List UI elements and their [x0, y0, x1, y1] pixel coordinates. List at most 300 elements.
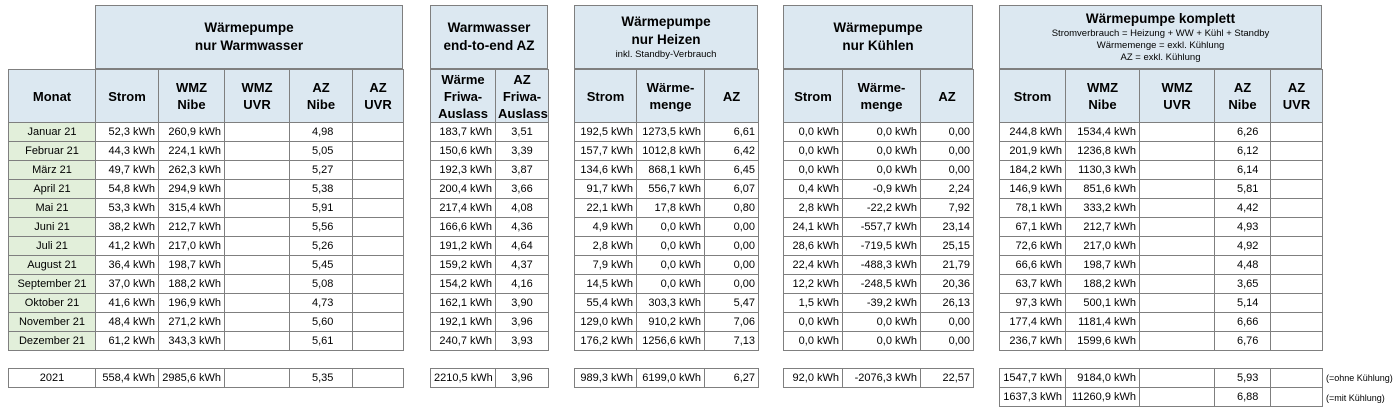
col-header-line: Nibe — [1088, 97, 1117, 112]
table-cell — [225, 237, 290, 256]
header-wwe — [430, 5, 548, 69]
col-header — [353, 70, 404, 123]
table-cell: 1599,6 kWh — [1066, 332, 1140, 351]
header-full-sub2: Wärmemenge = exkl. Kühlung — [1096, 40, 1225, 51]
table-cell: 0,4 kWh — [784, 180, 843, 199]
table-cell — [353, 123, 404, 142]
table-cell — [1271, 180, 1323, 199]
month-cell: Mai 21 — [9, 199, 96, 218]
header-cool-title2: nur Kühlen — [842, 38, 914, 53]
col-header — [1000, 70, 1066, 123]
table-cell: 4,16 — [496, 275, 549, 294]
col-header — [225, 70, 290, 123]
header-ww — [95, 5, 403, 69]
table-cell: 188,2 kWh — [159, 275, 225, 294]
table-cell: 262,3 kWh — [159, 161, 225, 180]
table-cell: 44,3 kWh — [96, 142, 159, 161]
table-ww — [8, 69, 404, 351]
table-cell: 4,48 — [1215, 256, 1271, 275]
table-cell: 0,0 kWh — [843, 161, 921, 180]
table-cell — [1140, 237, 1215, 256]
table-cell: 3,39 — [496, 142, 549, 161]
table-cell: 4,9 kWh — [575, 218, 637, 237]
totals-heat — [574, 368, 759, 388]
table-cell: 4,92 — [1215, 237, 1271, 256]
total-cell: 5,93 — [1215, 369, 1271, 388]
col-header-line: Friwa- — [502, 88, 542, 104]
table-cell: 63,7 kWh — [1000, 275, 1066, 294]
table-cell — [1140, 332, 1215, 351]
table-cell: 1,5 kWh — [784, 294, 843, 313]
table-cell: -248,5 kWh — [843, 275, 921, 294]
table-cell: 1256,6 kWh — [637, 332, 705, 351]
header-heat — [574, 5, 758, 69]
table-cell: 28,6 kWh — [784, 237, 843, 256]
table-cell: 3,65 — [1215, 275, 1271, 294]
table-cell: 7,06 — [705, 313, 759, 332]
table-cell: 0,0 kWh — [843, 332, 921, 351]
col-header — [290, 70, 353, 123]
col-header-line: UVR — [364, 97, 392, 112]
table-cell: 54,8 kWh — [96, 180, 159, 199]
table-cell — [353, 161, 404, 180]
table-cell: 41,6 kWh — [96, 294, 159, 313]
table-cell: 0,00 — [705, 218, 759, 237]
col-header-line: Auslass — [438, 105, 488, 121]
table-cell — [225, 294, 290, 313]
table-cell: 5,38 — [290, 180, 353, 199]
table-cell: 150,6 kWh — [431, 142, 496, 161]
table-cell: -719,5 kWh — [843, 237, 921, 256]
table-cell: 315,4 kWh — [159, 199, 225, 218]
table-cell: 24,1 kWh — [784, 218, 843, 237]
table-cell: 17,8 kWh — [637, 199, 705, 218]
table-cell — [353, 313, 404, 332]
table-cell — [1140, 123, 1215, 142]
table-cell — [1271, 294, 1323, 313]
col-header-line: Strom — [794, 88, 832, 104]
col-header — [496, 70, 549, 123]
table-cell: 3,51 — [496, 123, 549, 142]
table-cell: 5,27 — [290, 161, 353, 180]
table-cell: 200,4 kWh — [431, 180, 496, 199]
table-cell: 212,7 kWh — [159, 218, 225, 237]
table-cell: 5,14 — [1215, 294, 1271, 313]
col-header — [575, 70, 637, 123]
total-cell — [225, 369, 290, 388]
table-cell: 0,0 kWh — [784, 123, 843, 142]
table-cell: 910,2 kWh — [637, 313, 705, 332]
table-cell: 20,36 — [921, 275, 974, 294]
month-cell: März 21 — [9, 161, 96, 180]
header-wwe-title: Warmwasser — [447, 20, 531, 35]
table-cell — [1271, 256, 1323, 275]
table-cell: 303,3 kWh — [637, 294, 705, 313]
table-cell — [1140, 142, 1215, 161]
year-label: 2021 — [9, 369, 96, 388]
col-header-line: AZ — [513, 71, 531, 87]
table-cell — [225, 332, 290, 351]
table-cell: -22,2 kWh — [843, 199, 921, 218]
month-cell: Oktober 21 — [9, 294, 96, 313]
table-cell: 294,9 kWh — [159, 180, 225, 199]
table-cell: 188,2 kWh — [1066, 275, 1140, 294]
table-cell: 0,00 — [921, 123, 974, 142]
month-cell: Februar 21 — [9, 142, 96, 161]
table-cell: 500,1 kWh — [1066, 294, 1140, 313]
table-cell: 12,2 kWh — [784, 275, 843, 294]
month-cell: April 21 — [9, 180, 96, 199]
table-cell: 2,24 — [921, 180, 974, 199]
table-cell: 5,05 — [290, 142, 353, 161]
note-mit-kuehlung: (=mit Kühlung) — [1326, 393, 1385, 403]
table-cell: 0,00 — [921, 142, 974, 161]
table-cell — [225, 180, 290, 199]
table-cell: 1236,8 kWh — [1066, 142, 1140, 161]
table-cell: 6,66 — [1215, 313, 1271, 332]
table-cell: 4,08 — [496, 199, 549, 218]
col-header-line: WMZ — [241, 80, 273, 95]
table-cell: 55,4 kWh — [575, 294, 637, 313]
table-cell: 52,3 kWh — [96, 123, 159, 142]
table-cell: 192,5 kWh — [575, 123, 637, 142]
table-cell — [225, 218, 290, 237]
table-cell: 201,9 kWh — [1000, 142, 1066, 161]
table-cell: 240,7 kWh — [431, 332, 496, 351]
table-cell: 0,00 — [705, 237, 759, 256]
table-cell: 217,4 kWh — [431, 199, 496, 218]
table-cell: 5,61 — [290, 332, 353, 351]
total-cell — [1271, 388, 1323, 407]
table-cell — [1140, 199, 1215, 218]
table-cell: 217,0 kWh — [1066, 237, 1140, 256]
col-header-line: Nibe — [177, 97, 206, 112]
table-cell: -39,2 kWh — [843, 294, 921, 313]
col-header-line: UVR — [1163, 97, 1191, 112]
table-cell — [225, 275, 290, 294]
table-cell: 5,08 — [290, 275, 353, 294]
col-header — [921, 70, 974, 123]
table-cell: 0,0 kWh — [784, 332, 843, 351]
table-cell — [1140, 294, 1215, 313]
note-ohne-kuehlung: (=ohne Kühlung) — [1326, 373, 1393, 383]
table-cell: 1534,4 kWh — [1066, 123, 1140, 142]
table-cell — [1140, 180, 1215, 199]
col-header-line: Wärme — [441, 71, 485, 87]
table-cell: 5,60 — [290, 313, 353, 332]
table-cell: 23,14 — [921, 218, 974, 237]
table-cell: 851,6 kWh — [1066, 180, 1140, 199]
table-full — [999, 69, 1323, 351]
table-cell: 4,37 — [496, 256, 549, 275]
table-cell: 1181,4 kWh — [1066, 313, 1140, 332]
table-cell: 7,13 — [705, 332, 759, 351]
table-cell — [1271, 161, 1323, 180]
table-cell — [353, 332, 404, 351]
total-cell: 2210,5 kWh — [431, 369, 496, 388]
table-cell: 4,42 — [1215, 199, 1271, 218]
table-cell: 97,3 kWh — [1000, 294, 1066, 313]
total-cell — [1140, 369, 1215, 388]
total-cell: 2985,6 kWh — [159, 369, 225, 388]
col-header — [1140, 70, 1215, 123]
total-cell: 9184,0 kWh — [1066, 369, 1140, 388]
total-cell: 5,35 — [290, 369, 353, 388]
table-cell: 41,2 kWh — [96, 237, 159, 256]
table-cell: 6,61 — [705, 123, 759, 142]
table-cell: -488,3 kWh — [843, 256, 921, 275]
table-cell: 146,9 kWh — [1000, 180, 1066, 199]
col-header-line: AZ — [938, 88, 956, 104]
table-cell — [225, 313, 290, 332]
col-header-line: WMZ — [1086, 80, 1119, 95]
table-cell — [1271, 123, 1323, 142]
table-cell: 0,0 kWh — [784, 161, 843, 180]
table-cell: 556,7 kWh — [637, 180, 705, 199]
table-cell: 4,64 — [496, 237, 549, 256]
col-header-line: AZ — [312, 80, 330, 95]
col-header-line: UVR — [243, 97, 271, 112]
table-cell: 0,80 — [705, 199, 759, 218]
table-cell — [353, 256, 404, 275]
table-cell: 14,5 kWh — [575, 275, 637, 294]
col-header — [705, 70, 759, 123]
table-cell: 224,1 kWh — [159, 142, 225, 161]
table-cell: 3,96 — [496, 313, 549, 332]
header-full-title: Wärmepumpe komplett — [1085, 11, 1236, 26]
table-cell: 236,7 kWh — [1000, 332, 1066, 351]
col-header-line: Strom — [586, 88, 625, 104]
table-cell — [353, 294, 404, 313]
table-cell — [1271, 142, 1323, 161]
table-cell: 4,73 — [290, 294, 353, 313]
table-cell: 0,0 kWh — [784, 313, 843, 332]
table-cell: 4,93 — [1215, 218, 1271, 237]
table-cell: 0,0 kWh — [843, 123, 921, 142]
totals-wwe — [430, 368, 549, 388]
col-header-line: menge — [649, 97, 692, 112]
table-cell: 3,87 — [496, 161, 549, 180]
col-header-line: AZ — [1287, 80, 1306, 95]
table-cell — [1140, 313, 1215, 332]
total-cell: 558,4 kWh — [96, 369, 159, 388]
table-cell: 53,3 kWh — [96, 199, 159, 218]
total-cell — [1140, 388, 1215, 407]
total-cell — [353, 369, 404, 388]
table-cell: 2,8 kWh — [784, 199, 843, 218]
table-cell: 3,66 — [496, 180, 549, 199]
table-cell: 192,3 kWh — [431, 161, 496, 180]
table-cell: 61,2 kWh — [96, 332, 159, 351]
col-header-line: Auslass — [498, 105, 548, 121]
col-header-line: WMZ — [175, 80, 208, 95]
table-cell: 36,4 kWh — [96, 256, 159, 275]
table-cell: 0,00 — [921, 332, 974, 351]
table-cell: 2,8 kWh — [575, 237, 637, 256]
total-cell: 92,0 kWh — [784, 369, 843, 388]
header-full — [999, 5, 1322, 69]
table-cell: 6,12 — [1215, 142, 1271, 161]
table-cell — [1140, 256, 1215, 275]
col-header-line: AZ — [722, 88, 741, 104]
table-cell: 0,0 kWh — [843, 313, 921, 332]
table-cell — [1271, 275, 1323, 294]
table-cell: -557,7 kWh — [843, 218, 921, 237]
table-cool — [783, 69, 974, 351]
table-cell — [1271, 199, 1323, 218]
col-header-line: Wärme- — [857, 80, 906, 95]
month-cell: November 21 — [9, 313, 96, 332]
table-cell: 6,45 — [705, 161, 759, 180]
table-cell: 5,26 — [290, 237, 353, 256]
table-cell: 0,0 kWh — [637, 256, 705, 275]
month-cell: Januar 21 — [9, 123, 96, 142]
header-full-sub1: Stromverbrauch = Heizung + WW + Kühl + Standby — [1051, 28, 1270, 39]
table-cell: 5,56 — [290, 218, 353, 237]
table-cell: 49,7 kWh — [96, 161, 159, 180]
table-cell: 38,2 kWh — [96, 218, 159, 237]
total-cell: -2076,3 kWh — [843, 369, 921, 388]
col-header-line: UVR — [1282, 97, 1311, 112]
table-cell: 5,91 — [290, 199, 353, 218]
month-cell: Juni 21 — [9, 218, 96, 237]
total-cell: 1637,3 kWh — [1000, 388, 1066, 407]
table-cell: 48,4 kWh — [96, 313, 159, 332]
header-ww-title2: nur Warmwasser — [194, 38, 304, 53]
col-header-line: menge — [860, 97, 903, 112]
table-cell: 0,0 kWh — [637, 218, 705, 237]
table-cell: 0,00 — [921, 161, 974, 180]
table-cell: 191,2 kWh — [431, 237, 496, 256]
table-cell: 159,2 kWh — [431, 256, 496, 275]
month-cell: Dezember 21 — [9, 332, 96, 351]
table-cell: 198,7 kWh — [159, 256, 225, 275]
header-full-sub3: AZ = exkl. Kühlung — [1120, 52, 1201, 63]
header-cool — [783, 5, 973, 69]
header-heat-title2: nur Heizen — [631, 32, 701, 47]
header-ww-title: Wärmepumpe — [204, 20, 294, 35]
month-cell: Juli 21 — [9, 237, 96, 256]
table-cell: 67,1 kWh — [1000, 218, 1066, 237]
table-cell: 5,81 — [1215, 180, 1271, 199]
table-cell: 3,93 — [496, 332, 549, 351]
table-cell: 4,98 — [290, 123, 353, 142]
table-cell — [353, 180, 404, 199]
total-cell: 989,3 kWh — [575, 369, 637, 388]
col-header — [784, 70, 843, 123]
col-header-line: Nibe — [306, 97, 336, 112]
table-cell: 0,0 kWh — [637, 275, 705, 294]
table-cell: 5,45 — [290, 256, 353, 275]
table-cell — [225, 256, 290, 275]
table-cell: 6,42 — [705, 142, 759, 161]
col-header — [431, 70, 496, 123]
table-cell: 1130,3 kWh — [1066, 161, 1140, 180]
table-cell: 37,0 kWh — [96, 275, 159, 294]
col-header-line: Strom — [1013, 88, 1052, 104]
table-cell: 134,6 kWh — [575, 161, 637, 180]
table-cell: 162,1 kWh — [431, 294, 496, 313]
col-header — [637, 70, 705, 123]
table-cell — [225, 142, 290, 161]
table-cell: 6,14 — [1215, 161, 1271, 180]
table-cell: 6,76 — [1215, 332, 1271, 351]
table-cell: 5,47 — [705, 294, 759, 313]
table-cell: 22,1 kWh — [575, 199, 637, 218]
table-cell: 271,2 kWh — [159, 313, 225, 332]
table-cell: 66,6 kWh — [1000, 256, 1066, 275]
header-wwe-title2: end-to-end AZ — [443, 38, 535, 53]
total-cell: 11260,9 kWh — [1066, 388, 1140, 407]
table-cell — [1140, 218, 1215, 237]
col-header-line: AZ — [1233, 80, 1252, 95]
table-cell: 198,7 kWh — [1066, 256, 1140, 275]
table-cell — [353, 218, 404, 237]
table-cell: 129,0 kWh — [575, 313, 637, 332]
total-cell: 6,88 — [1215, 388, 1271, 407]
table-cell: 260,9 kWh — [159, 123, 225, 142]
table-wwe — [430, 69, 549, 351]
table-cell: -0,9 kWh — [843, 180, 921, 199]
totals-ww — [8, 368, 404, 388]
table-cell: 3,90 — [496, 294, 549, 313]
table-cell — [1271, 218, 1323, 237]
table-cell — [353, 275, 404, 294]
table-cell — [1271, 332, 1323, 351]
table-cell — [225, 161, 290, 180]
table-cell: 7,9 kWh — [575, 256, 637, 275]
table-cell: 78,1 kWh — [1000, 199, 1066, 218]
totals-full — [999, 368, 1323, 407]
table-cell: 91,7 kWh — [575, 180, 637, 199]
total-cell: 22,57 — [921, 369, 974, 388]
table-cell: 1273,5 kWh — [637, 123, 705, 142]
table-cell: 217,0 kWh — [159, 237, 225, 256]
table-cell: 192,1 kWh — [431, 313, 496, 332]
table-cell: 22,4 kWh — [784, 256, 843, 275]
table-cell: 183,7 kWh — [431, 123, 496, 142]
table-cell — [1271, 237, 1323, 256]
total-cell: 3,96 — [496, 369, 549, 388]
col-header-line: Wärme- — [646, 80, 695, 95]
total-cell — [1271, 369, 1323, 388]
table-cell — [225, 123, 290, 142]
table-cell: 166,6 kWh — [431, 218, 496, 237]
table-cell — [353, 142, 404, 161]
table-cell — [353, 237, 404, 256]
table-cell: 176,2 kWh — [575, 332, 637, 351]
table-cell: 0,00 — [705, 275, 759, 294]
table-cell: 6,07 — [705, 180, 759, 199]
table-cell — [1140, 275, 1215, 294]
header-cool-title: Wärmepumpe — [833, 20, 923, 35]
table-cell: 0,0 kWh — [784, 142, 843, 161]
table-cell: 184,2 kWh — [1000, 161, 1066, 180]
table-cell: 25,15 — [921, 237, 974, 256]
header-heat-sub: inkl. Standby-Verbrauch — [615, 49, 717, 60]
total-cell: 6,27 — [705, 369, 759, 388]
total-cell: 1547,7 kWh — [1000, 369, 1066, 388]
table-cell: 196,9 kWh — [159, 294, 225, 313]
table-cell: 6,26 — [1215, 123, 1271, 142]
month-cell: August 21 — [9, 256, 96, 275]
table-cell — [225, 199, 290, 218]
table-cell: 343,3 kWh — [159, 332, 225, 351]
col-header — [1271, 70, 1323, 123]
month-cell: September 21 — [9, 275, 96, 294]
col-header-line: WMZ — [1161, 80, 1193, 95]
col-header-line: Strom — [108, 88, 146, 104]
